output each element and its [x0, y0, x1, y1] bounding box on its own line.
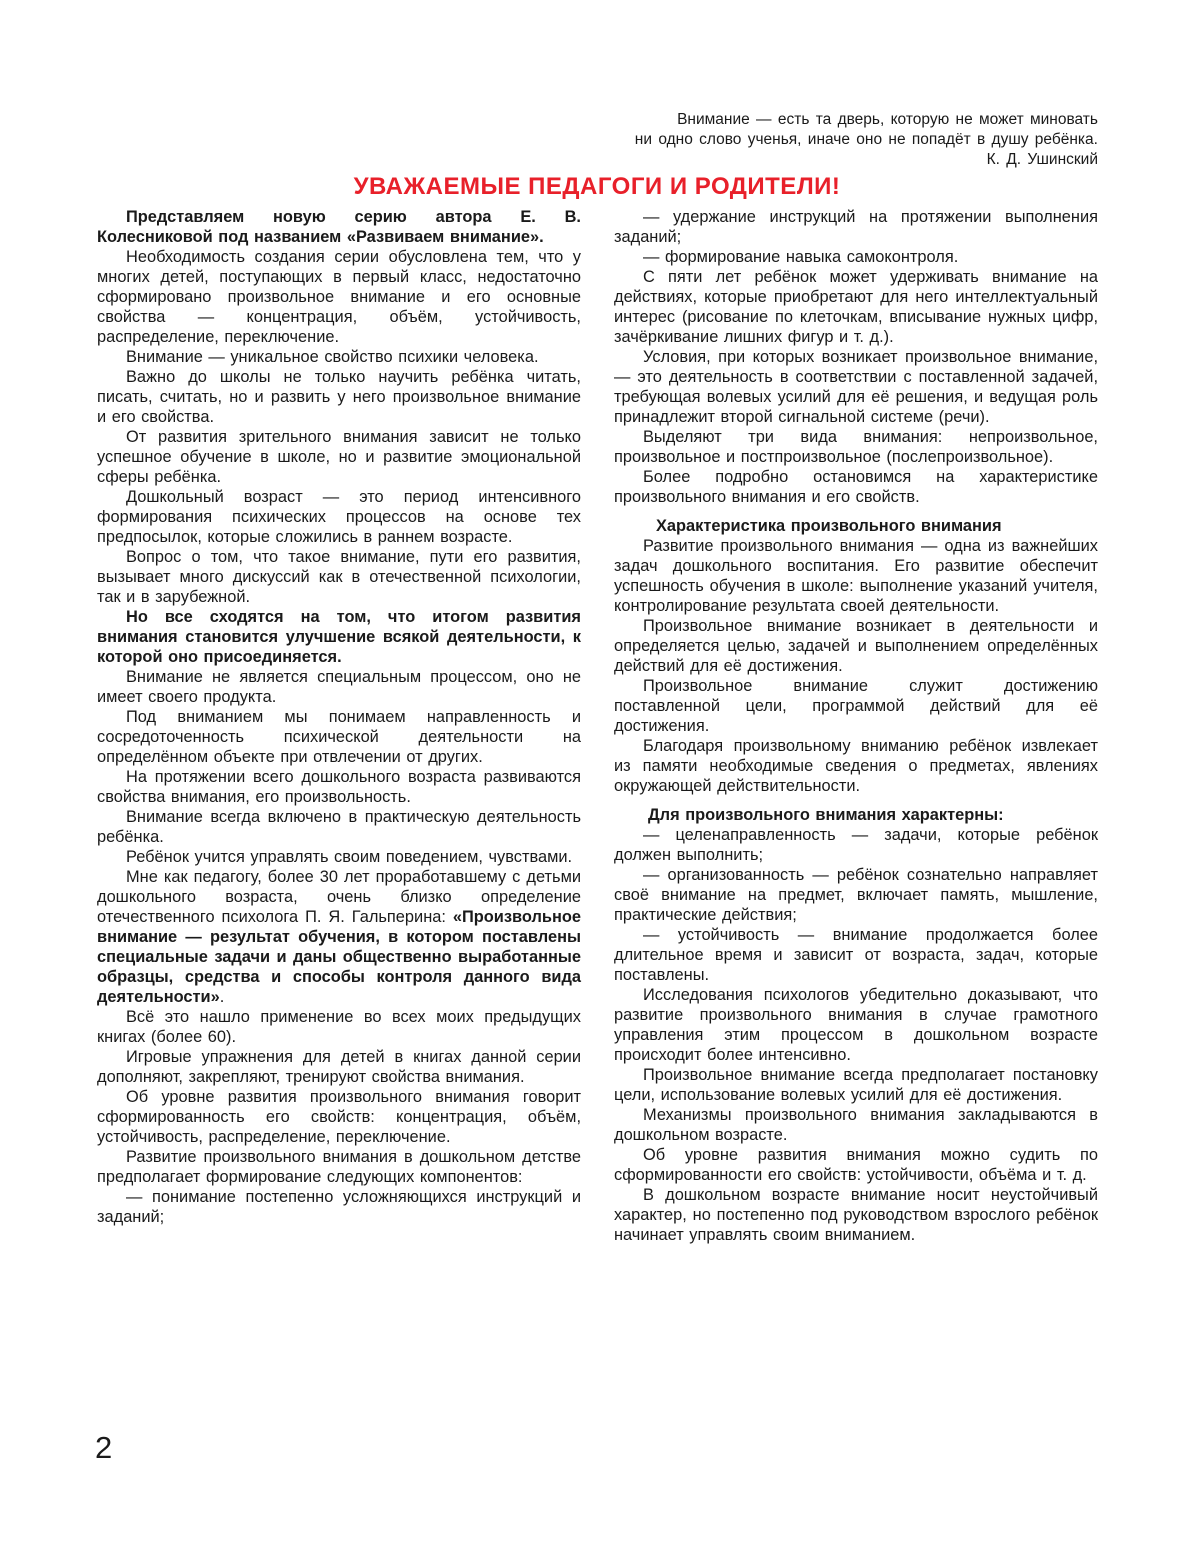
paragraph: Более подробно остановимся на характеристике произвольного внимания и его свойств.: [614, 468, 1098, 506]
paragraph: В дошкольном возрасте внимание носит неустойчивый характер, но постепенно под руководством взрослого ребёнок начинает управлять своим вниманием.: [614, 1186, 1098, 1244]
paragraph: Внимание не является специальным процессом, оно не имеет своего продукта.: [97, 668, 581, 706]
intro-paragraph: Представляем новую серию автора Е. В. Колесниковой под названием «Развиваем внимание».: [97, 208, 581, 246]
paragraph: Вопрос о том, что такое внимание, пути его развития, вызывает много дискуссий как в отечественной психологии, так и в зарубежной.: [97, 548, 581, 606]
paragraph: Под вниманием мы понимаем направленность и сосредоточенность психической деятельности на определённом объекте при отвлечении от других.: [97, 708, 581, 766]
list-item: — удержание инструкций на протяжении выполнения заданий;: [614, 208, 1098, 246]
paragraph: Произвольное внимание всегда предполагает постановку цели, использование волевых усилий для её достижения.: [614, 1066, 1098, 1104]
right-column: [614, 207, 1098, 1245]
list-item: — формирование навыка самоконтроля.: [643, 248, 959, 266]
paragraph: Дошкольный возраст — это период интенсивного формирования психических процессов на основе тех предпосылок, которые сложились в раннем возрасте.: [97, 488, 581, 546]
epigraph-line-2: ни одно слово ученья, иначе оно не попадёт в душу ребёнка.: [634, 131, 1098, 148]
quote-lead: Мне как педагогу, более 30 лет проработавшему с детьми дошкольного возраста, очень близко определение отечественного психолога П. Я. Гальперина:: [97, 868, 581, 926]
paragraph: Условия, при которых возникает произвольное внимание, — это деятельность в соответствии с поставленной задачей, требующая волевых усилий для её решения, и ведущая роль принадлежит второй сигнальной системе (речи).: [614, 348, 1098, 426]
page-number: 2: [95, 1430, 113, 1465]
page-title: УВАЖАЕМЫЕ ПЕДАГОГИ И РОДИТЕЛИ!: [353, 173, 841, 200]
list-item: — организованность — ребёнок сознательно направляет своё внимание на предмет, включает память, мышление, практические действия;: [614, 866, 1098, 924]
left-column: [97, 207, 581, 1227]
paragraph: Произвольное внимание возникает в деятельности и определяется целью, задачей и выполнением определённых действий для её достижения.: [614, 617, 1098, 675]
paragraph: Необходимость создания серии обусловлена тем, что у многих детей, поступающих в первый класс, недостаточно сформировано произвольное внимание и его основные свойства — концентрация, объём, устойчивость, распределение, переключение.: [97, 248, 581, 346]
paragraph: Игровые упражнения для детей в книгах данной серии дополняют, закрепляют, тренируют свойства внимания.: [97, 1048, 581, 1086]
paragraph: С пяти лет ребёнок может удерживать внимание на действиях, которые приобретают для него интеллектуальный интерес (рисование по клеточкам, вписывание нужных цифр, зачёркивание лишних фигур и т. д.).: [614, 268, 1098, 346]
paragraph: Об уровне развития внимания можно судить по сформированности его свойств: устойчивости, объёма и т. д.: [614, 1146, 1098, 1184]
paragraph: На протяжении всего дошкольного возраста развиваются свойства внимания, его произвольность.: [97, 768, 581, 806]
bold-paragraph: Но все сходятся на том, что итогом развития внимания становится улучшение всякой деятельности, к которой оно присоединяется.: [97, 608, 581, 666]
paragraph: Внимание всегда включено в практическую деятельность ребёнка.: [97, 808, 581, 846]
paragraph: Всё это нашло применение во всех моих предыдущих книгах (более 60).: [97, 1008, 581, 1046]
paragraph: Ребёнок учится управлять своим поведением, чувствами.: [126, 848, 573, 866]
paragraph: Развитие произвольного внимания — одна из важнейших задач дошкольного воспитания. Его развитие обеспечит успешность обучения в школе: выполнение указаний учителя, контролирование результата своей деятельности.: [614, 537, 1098, 615]
galperin-quote: «Произвольное внимание — результат обучения, в котором поставлены специальные задачи и даны общественно выработанные образцы, средства и способы контроля данного вида деятельности»: [97, 908, 581, 1006]
section-heading: Характеристика произвольного внимания: [656, 517, 1002, 535]
list-item: — устойчивость — внимание продолжается более длительное время и зависит от возраста, задач, которые поставлены.: [614, 926, 1098, 984]
paragraph: Исследования психологов убедительно доказывают, что развитие произвольного внимания в случае грамотного управления этим процессом в дошкольном возрасте происходит более интенсивно.: [614, 986, 1098, 1064]
paragraph: Произвольное внимание служит достижению поставленной цели, программой действий для её достижения.: [614, 677, 1098, 735]
paragraph: Внимание — уникальное свойство психики человека.: [126, 348, 539, 366]
epigraph: [520, 110, 1098, 170]
list-item: — целенаправленность — задачи, которые ребёнок должен выполнить;: [614, 826, 1098, 864]
paragraph: Важно до школы не только научить ребёнка читать, писать, считать, но и развить у него произвольное внимание и его свойства.: [97, 368, 581, 426]
paragraph: Об уровне развития произвольного внимания говорит сформированность его свойств: концентрация, объём, устойчивость, распределение, переключение.: [97, 1088, 581, 1146]
paragraph: Благодаря произвольному вниманию ребёнок извлекает из памяти необходимые сведения о предметах, явлениях окружающей действительности.: [614, 737, 1098, 795]
quote-paragraph: [97, 867, 581, 1007]
quote-end: .: [219, 988, 225, 1006]
paragraph: Выделяют три вида внимания: непроизвольное, произвольное и постпроизвольное (послепроизвольное).: [614, 428, 1098, 466]
list-item: — понимание постепенно усложняющихся инструкций и заданий;: [97, 1188, 581, 1226]
epigraph-line-1: Внимание — есть та дверь, которую не может миновать: [677, 111, 1098, 128]
paragraph: Развитие произвольного внимания в дошкольном детстве предполагает формирование следующих компонентов:: [97, 1148, 581, 1186]
section-heading: Для произвольного внимания характерны:: [648, 806, 1004, 824]
paragraph: От развития зрительного внимания зависит не только успешное обучение в школе, но и развитие эмоциональной сферы ребёнка.: [97, 428, 581, 486]
epigraph-author: К. Д. Ушинский: [986, 151, 1098, 168]
paragraph: Механизмы произвольного внимания закладываются в дошкольном возрасте.: [614, 1106, 1098, 1144]
